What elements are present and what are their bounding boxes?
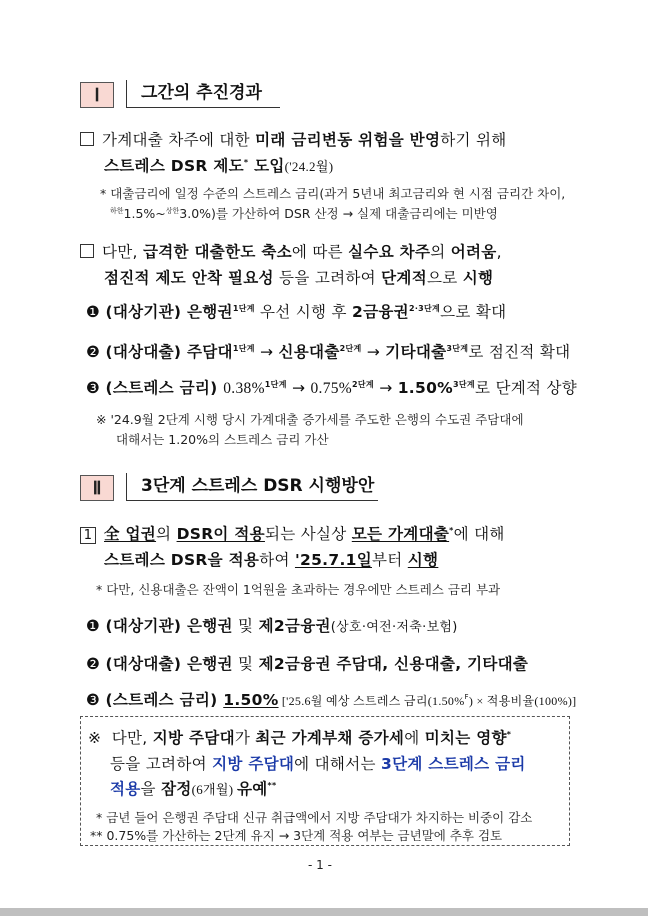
note: ※ '24.9월 2단계 시행 당시 가계대출 증가세를 주도한 은행의 수도권 주담대에 xyxy=(96,412,524,427)
paragraph-continued: 스트레스 DSR을 적용하여 '25.7.1일부터 시행 xyxy=(104,551,439,569)
section-number-box: Ⅰ xyxy=(80,82,114,108)
footnote: ** 0.75%를 가산하는 2단계 유지 → 3단계 적용 여부는 금년말에 추후 검토 xyxy=(90,828,503,843)
note-box-line: 등을 고려하여 지방 주담대에 대해서는 3단계 스트레스 금리 xyxy=(110,755,526,773)
section-title: 3단계 스트레스 DSR 시행방안 xyxy=(126,473,378,501)
number-2-icon: ❷ xyxy=(86,343,101,361)
section-title: 그간의 추진경과 xyxy=(126,80,280,108)
paragraph: 다만, 급격한 대출한도 축소에 따른 실수요 차주의 어려움, xyxy=(80,240,502,262)
number-box-1-icon: 1 xyxy=(80,527,96,544)
list-item: ❶ (대상기관) 은행권 및 제2금융권(상호·여전·저축·보험) xyxy=(86,617,458,635)
list-item: ❶ (대상기관) 은행권$^{1단계}$ 우선 시행 후 2금융권$^{2\cdot 3단계}$으로 확대 xyxy=(86,303,507,321)
number-1-icon: ❶ xyxy=(86,617,101,635)
list-item: ❸ (스트레스 금리) 0.38%$^{1단계}$ → 0.75%$^{2단계}$ → 1.50%$^{3단계}$로 단계적 상향 xyxy=(86,379,578,397)
checkbox-bullet-icon xyxy=(80,244,94,258)
footnote-continued: $^{하한}$1.5%~$^{상한}$3.0%)를 가산하여 DSR 산정 → 실제 대출금리에는 미반영 xyxy=(110,206,498,221)
note-box-line: 적용을 잠정(6개월) 유예** xyxy=(110,780,277,798)
list-item: ❷ (대상대출) 주담대$^{1단계}$ → 신용대출$^{2단계}$ → 기타대출$^{3단계}$로 점진적 확대 xyxy=(86,343,571,361)
footnote: * 금년 들어 은행권 주담대 신규 취급액에서 지방 주담대가 차지하는 비중이 감소 xyxy=(96,810,533,825)
note-box-line: ※ 다만, 지방 주담대가 최근 가계부채 증가세에 미치는 영향* xyxy=(88,729,512,747)
number-3-icon: ❸ xyxy=(86,379,101,397)
page-number: - 1 - xyxy=(308,858,332,872)
footnote: * 다만, 신용대출은 잔액이 1억원을 초과하는 경우에만 스트레스 금리 부과 xyxy=(96,582,501,597)
paragraph: 가계대출 차주에 대한 미래 금리변동 위험을 반영하기 위해 xyxy=(80,128,507,150)
paragraph: 1 全 업권의 DSR이 적용되는 사실상 모든 가계대출*에 대해 xyxy=(80,522,505,544)
list-item: ❸ (스트레스 금리) 1.50% ['25.6월 예상 스트레스 금리(1.50%$^F$) × 적용비율(100%)] xyxy=(86,691,577,709)
number-2-icon: ❷ xyxy=(86,655,101,673)
number-1-icon: ❶ xyxy=(86,303,101,321)
paragraph-continued: 점진적 제도 안착 필요성 등을 고려하여 단계적으로 시행 xyxy=(104,269,494,287)
section-number-box: Ⅱ xyxy=(80,475,114,501)
note-continued: 대해서는 1.20%의 스트레스 금리 가산 xyxy=(116,432,329,447)
number-3-icon: ❸ xyxy=(86,691,101,709)
checkbox-bullet-icon xyxy=(80,132,94,146)
list-item: ❷ (대상대출) 은행권 및 제2금융권 주담대, 신용대출, 기타대출 xyxy=(86,655,529,673)
page-bottom-border xyxy=(0,908,648,916)
footnote: * 대출금리에 일정 수준의 스트레스 금리(과거 5년내 최고금리와 현 시점 금리간 차이, xyxy=(100,186,566,201)
paragraph-continued: 스트레스 DSR 제도* 도입('24.2월) xyxy=(104,157,334,175)
